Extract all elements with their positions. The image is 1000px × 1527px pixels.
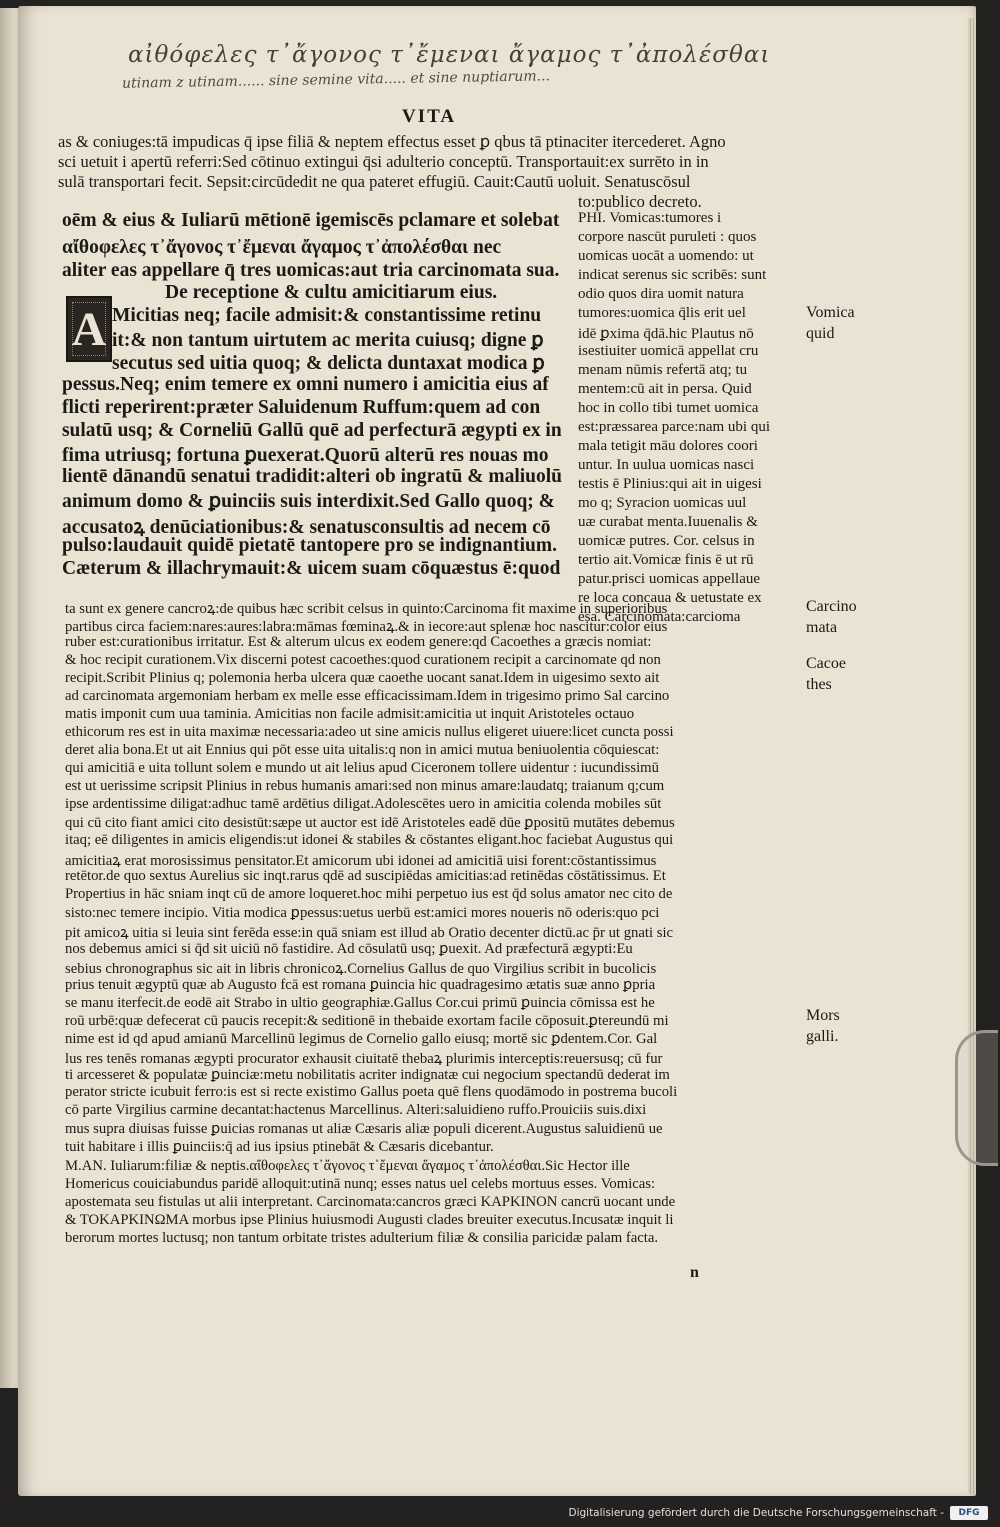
text-line: roū urbē:quæ defecerat cū paucis recepit:& seditionē in thebaide exortam facile cōposuit.ꝑtereundū mi: [65, 1013, 669, 1029]
text-line: Propertius in hāc sniam inqt cū de amore loqueret.hoc mihi perpetuo ius est q̄d solus amator nec cito de: [65, 886, 673, 902]
text-line: aliter eas appellare q̄ tres uomicas:aut tria carcinomata sua.: [62, 260, 560, 281]
text-line: itaq; eē diligentes in amicis eligendis:ut idonei & stabiles & cōstantes eligant.hoc faciebat Augustus qui: [65, 832, 674, 848]
text-line: mo q; Syracion uomicas uul: [578, 495, 747, 511]
text-line: qui cū cito fiant amici cito desistūt:sæpe ut auctor est idē Aristoteles eadē dūe ꝑpositū mutātes debemus: [65, 815, 675, 831]
text-line: retētor.de quo sextus Aurelius sic inqt.rarus qdē ad suscipiēdas amicitias:ad retinēdas cōstātissimus. Et: [65, 868, 666, 884]
text-line: corpore nascūt puruleti : quos: [578, 229, 757, 245]
text-line: uomicæ putres. Cor. celsus in: [578, 533, 755, 549]
text-line: partibus circa faciem:nares:aures:labra:māmas fœminaꝝ.& in iecore:aut splenæ hoc nascitur:color eius: [65, 619, 668, 635]
text-line: sulā transportari fecit. Sepsit:circūdedit ne qua pateret effugiū. Cauit:Cautū uoluit. Senatuscōsul: [58, 172, 691, 191]
margin-note: Vomica quid: [806, 304, 855, 342]
text-line: nos debemus amici si q̄d sit uiciū nō fastidire. Ad cōsulatū usq; ꝑuexit. Ad præfecturā ægypti:Eu: [65, 941, 633, 957]
text-line: est:præssarea parce:nam ubi qui: [578, 419, 771, 435]
text-line: qui amicitiā e uita tollunt solem e mundo ut ait lelius apud Ciceronem tollere uidentur : iucundissimū: [65, 760, 659, 776]
text-line: Cæterum & illachrymauit:& uicem suam cōquæstus ē:quod: [62, 558, 561, 579]
text-line: & hoc recipit curationem.Vix discerni potest cacoethes:quod curationem recipit a carcinomate qd non: [65, 652, 661, 668]
text-line: cō parte Virgilius carmine decantat:hactenus Marcellinus. Alteri:saluidieno ruffo.Prouiciis suis.dixi: [65, 1102, 647, 1118]
text-line: αἴθοφελες τ᾽ἄγονος τ᾽ἔμεναι ἄγαμος τ᾽ἀπολέσθαι nec: [62, 237, 502, 258]
text-line: esa. Carcinomata:carcioma: [578, 609, 741, 625]
text-line: tuit habitare i illis ꝑuinciis:q̄ ad ius ipsius ptinebāt & Cæsaris dicebantur.: [65, 1139, 494, 1155]
margin-note: Carcino mata: [806, 598, 857, 636]
text-line: testis ē Plinius:qui ait in uigesi: [578, 476, 762, 492]
margin-note: Cacoe thes: [806, 655, 846, 693]
text-line: est ut uerissime scripsit Plinius in rebus humanis amari:sed non minus amare:laudatq; traianum q;cum: [65, 778, 665, 794]
section-heading: De receptione & cultu amicitiarum eius.: [165, 282, 498, 303]
text-line: oēm & eius & Iuliarū mētionē igemiscēs pclamare et solebat: [62, 210, 560, 231]
text-line: isestiuiter uomicā appellat cru: [578, 343, 759, 359]
page-stack-edges: [968, 18, 976, 1494]
text-line: flicti reperirent:præter Saluidenum Ruffum:quem ad con: [62, 397, 541, 418]
text-line: amicitiaꝝ erat morosissimus pensitator.Et amicorum ubi idonei ad amicitiā uisi forent:cōstantissimus: [65, 853, 657, 869]
text-line: lientē dānandū senatui tradidit:alteri ob ingratū & maliuolū: [62, 466, 563, 487]
dfg-logo: DFG: [950, 1506, 988, 1520]
text-line: & ΤΟΚΑΡΚΙΝΩΜΑ morbus ipse Plinius huiusmodi Augusti clades breuiter executus.Incusatæ inquit li: [65, 1212, 674, 1228]
text-line: PHI. Vomicas:tumores i: [578, 210, 722, 226]
text-line: deret alia bona.Et ut ait Ennius qui pōt esse uita uitalis:q non in amici mutua beniuolentia cōquiescat:: [65, 742, 660, 758]
text-line: uæ curabat menta.Iuuenalis &: [578, 514, 758, 530]
text-line: uomicas uocāt a uomendo: ut: [578, 248, 754, 264]
text-line: hoc in collo tibi tumet uomica: [578, 400, 759, 416]
text-line: it:& non tantum uirtutem ac merita cuiusq; digne ꝑ: [112, 330, 544, 351]
text-line: indicat serenus sic scribēs: sunt: [578, 267, 767, 283]
text-line: idē ꝑxima q̄dā.hic Plautus nō: [578, 326, 754, 342]
text-line: pessus.Neq; enim temere ex omni numero i amicitia eius af: [62, 374, 549, 395]
text-line: sci uetuit i apertū referri:Sed cōtinuo extingui q̄si adulterio conceptū. Transportauit:ex surrēto in in: [58, 152, 709, 171]
text-line: ethicorum res est in uita maximæ necessaria:adeo ut sine amicis nullus eligeret uiuere:licet cuncta possi: [65, 724, 674, 740]
text-line: patur.prisci uomicas appellaue: [578, 571, 761, 587]
text-line: sebius chronographus sic ait in libris chronicoꝝ.Cornelius Gallus de quo Virgilius scribit in bucolicis: [65, 961, 657, 977]
text-line: pit amicoꝝ uitia si leuia sint ferēda esse:in quā sniam est illud ab Oratio decenter dictū.ac p̄r ut gnati sic: [65, 925, 674, 941]
text-line: tumores:uomica q̄lis erit uel: [578, 305, 746, 321]
handwritten-latin-annotation: utinam z utinam...... sine semine vita..... et sine nuptiarum...: [121, 68, 551, 92]
decorated-initial: A: [66, 296, 112, 362]
footer-bar: [0, 1498, 1000, 1527]
margin-note: Mors galli.: [806, 1007, 840, 1045]
text-line: lus res tenēs romanas ægypti procurator exhausit ciuitatē thebaꝝ plurimis interceptis:reuersusq; cū fur: [65, 1051, 663, 1067]
text-line: prius tenuit ægyptū quæ ab Augusto fcā est romana ꝑuincia hic quadragesimo ætatis suæ anno ꝑpria: [65, 977, 656, 993]
text-line: apostemata seu fistulas ut alii interpretant. Carcinomata:cancros græci ΚΑΡΚΙΝΟΝ cancrū uocant unde: [65, 1194, 676, 1210]
text-line: sulatū usq; & Corneliū Gallū quē ad perfecturā ægypti ex in: [62, 420, 562, 441]
handwritten-greek-annotation: αἰθόφελες τ᾽ἄγονος τ᾽ἔμεναι ἄγαμος τ᾽ἀπολέσθαι: [128, 42, 771, 68]
text-line: to:publico decreto.: [578, 192, 702, 211]
text-line: ti arcesseret & populatæ ꝑuinciæ:metu nobilitatis acriter indignatæ cui negocium spectandū dederat im: [65, 1067, 670, 1083]
text-line: ta sunt ex genere cancroꝝ:de quibus hæc scribit celsus in quinto:Carcinoma fit maxime in superioribus: [65, 601, 668, 617]
text-line: secutus sed uitia quoq; & delicta duntaxat modica ꝑ: [112, 353, 545, 374]
text-line: menam nūmis refertā atq; tu: [578, 362, 748, 378]
running-header: VITA: [402, 106, 457, 127]
text-line: mentem:cū ait in persa. Quid: [578, 381, 752, 397]
text-line: as & coniuges:tā impudicas q̄ ipse filiā & neptem effectus esset ꝑ qbus tā ptinaciter itercederet. Agno: [58, 132, 726, 151]
text-line: matis imponit cum uua taminia. Amicitias non facile admisit:amicitia ut inquit Aristoteles octauo: [65, 706, 635, 722]
signature-mark: n: [690, 1264, 699, 1281]
text-line: ruber est:curationibus irritatur. Est & alterum ulcus ex eodem genere:qd Cacoethes a græcis nomiat:: [65, 634, 652, 650]
text-line: odio quos dira uomit natura: [578, 286, 744, 302]
text-line: ad carcinomata argemoniam herbam ex melle esse efficacissimam.Idem in trigesimo primo Sal carcino: [65, 688, 670, 704]
text-line: animum domo & ꝑuinciis suis interdixit.Sed Gallo quoq; &: [62, 491, 555, 512]
text-line: perator stricte icubuit ferro:is est si recte existimo Gallus poeta quē flens quodāmodo in postrema bucoli: [65, 1084, 678, 1100]
text-line: Micitias neq; facile admisit:& constantissime retinu: [112, 305, 542, 326]
text-line: re loca concaua & uetustate ex: [578, 590, 762, 606]
text-line: mala tetigit māu dolores coori: [578, 438, 758, 454]
text-line: berorum mortes luctusq; non tantum orbitate tristes adulterium filiæ & consilia paricidæ palam facta.: [65, 1230, 659, 1246]
text-line: fima utriusq; fortuna ꝑuexerat.Quorū alterū res nouas mo: [62, 445, 549, 466]
text-line: ipse ardentissime diligat:adhuc tamē ardētius diligat.Adolescētes uero in amicitia colenda mobiles sūt: [65, 796, 662, 812]
text-line: accusatoꝝ denūciationibus:& senatusconsultis ad necem cō: [62, 517, 551, 538]
text-line: nime est id qd apud amianū Marcellinū legimus de Cornelio gallo eiusq; mortē sic ꝑdentem.Cor. Gal: [65, 1031, 658, 1047]
text-line: untur. In uulua uomicas nasci: [578, 457, 755, 473]
text-line: Homericus couiciabundus paridē alloquit:utinā nunq; esses natus uel celebs mortuus esses. Vomicas:: [65, 1176, 656, 1192]
text-line: M.AN. Iuliarum:filiæ & neptis.αἴθοφελες τ᾽ἄγονος τ᾽ἔμεναι ἄγαμος τ᾽ἀπολέσθαι.Sic Hector ille: [65, 1158, 630, 1174]
text-line: tertio ait.Vomicæ finis ē ut rū: [578, 552, 754, 568]
text-line: recipit.Scribit Plinius q; polemonia herba ulcera quæ caoethe uocant sanat.Idem in uigesimo sexto ait: [65, 670, 660, 686]
text-line: mus supra diuisas fuisse ꝑuicias romanas ut aliæ Cæsaris aliæ populi dicerent.Augustus saluidienū ue: [65, 1121, 663, 1137]
page-clip: [955, 1030, 998, 1166]
text-line: sisto:nec temere incipio. Vitia modica ꝑpessus:uetus uerbū est:amici mores noueris nō oderis:quo pci: [65, 905, 660, 921]
footer-credit: Digitalisierung gefördert durch die Deutsche Forschungsgemeinschaft -: [568, 1507, 944, 1519]
text-line: se manu iterfecit.de eodē ait Strabo in ultio geographiæ.Gallus Cor.cui primū ꝑuincia cōmissa est he: [65, 995, 655, 1011]
text-line: pulso:laudauit quidē pietatē tantopere pro se indignantium.: [62, 535, 557, 556]
